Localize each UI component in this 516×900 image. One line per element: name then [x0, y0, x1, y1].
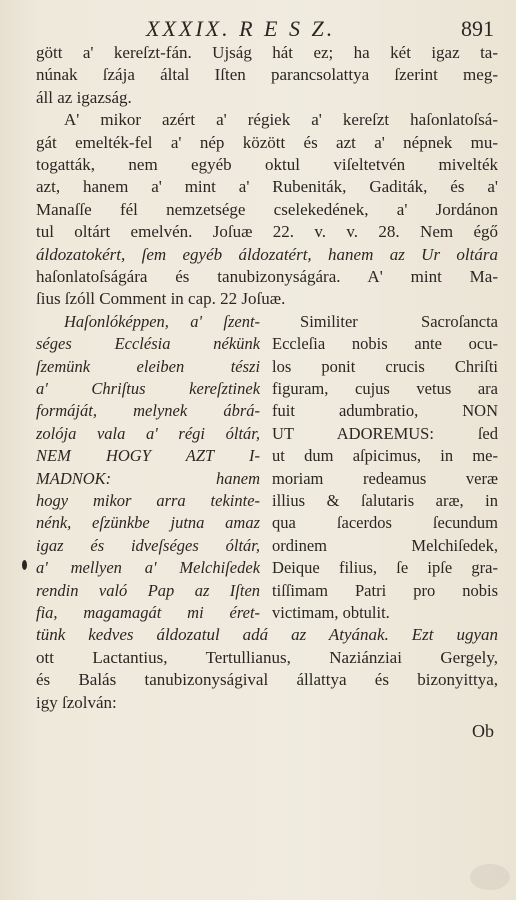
text-line: gát emelték-fel a' nép között és azt a' népnek mu- — [36, 132, 498, 152]
column-line: Eccleſia nobis ante ocu- — [272, 334, 498, 354]
text-line: núnak ſzája által Iſten parancsolattya ſzerint meg- — [36, 65, 498, 85]
column-line: tiſſimam Patri pro nobis — [272, 580, 498, 600]
text-line: igy ſzolván: — [36, 692, 117, 712]
column-line: moriam redeamus veræ — [272, 468, 498, 488]
text-line — [36, 624, 498, 646]
text-line: azt, hanem a' mint a' Rubeniták, Gaditák, és a' — [36, 177, 498, 197]
column-line: UT ADOREMUS: ſed — [272, 423, 498, 443]
parallel-columns — [36, 311, 498, 624]
catchword: Ob — [472, 720, 494, 741]
page-body — [36, 42, 498, 748]
column-line: rendin való Pap az Iſten — [36, 580, 261, 600]
text-line: áldozatokért, ſem egyéb áldozatért, hanem az Ur oltára — [36, 244, 498, 264]
column-line: qua ſacerdos ſecundum — [272, 513, 498, 533]
column-line: Deique filius, ſe ipſe gra- — [272, 558, 498, 578]
text-line: gött a' kereſzt-fán. Ujság hát ez; ha két igaz ta- — [36, 43, 498, 62]
running-title: XXXIX. R E S Z. — [146, 16, 336, 41]
column-line: NEM HOGY AZT I- — [36, 446, 261, 466]
text-line: és Balás tanubizonyságival állattya és bizonyittya, — [36, 670, 498, 690]
column-line: nénk, eſzünkbe jutna amaz — [36, 513, 261, 533]
column-line: formáját, melynek ábrá- — [36, 401, 261, 421]
column-line: Similiter Sacroſancta — [300, 311, 498, 331]
column-line: Haſonlóképpen, a' ſzent- — [64, 311, 261, 331]
text-line: ott Lactantius, Tertullianus, Naziánziai Gergely, — [36, 647, 498, 667]
text-line: togatták, nem egyéb oktul viſeltetvén mivelték — [36, 155, 498, 175]
latin-column — [272, 311, 498, 624]
text-line: tul oltárt emelvén. Joſuæ 22. v. v. 28. Nem égő — [36, 222, 498, 242]
column-line: séges Ecclésia nékünk — [36, 334, 261, 354]
column-line: zolója vala a' régi óltár, — [36, 423, 261, 443]
column-line: hogy mikor arra tekinte- — [36, 491, 261, 510]
column-line: a' mellyen a' Melchiſedek — [36, 558, 261, 578]
column-line: los ponit crucis Chriſti — [272, 356, 498, 376]
ink-fleck — [22, 560, 27, 570]
column-line: ſzemünk eleiben tészi — [36, 356, 261, 376]
column-line: figuram, cujus vetus ara — [272, 379, 498, 399]
column-line: illius & ſalutaris aræ, in — [272, 491, 498, 510]
text-line: ſius ſzóll Comment in cap. 22 Joſuæ. — [36, 289, 286, 309]
column-line: victimam, obtulit. — [272, 602, 390, 622]
catchword-row — [36, 718, 498, 748]
column-line: igaz és idveſséges óltár, — [36, 535, 261, 555]
column-line: fia, magamagát mi éret- — [36, 602, 261, 622]
text-line: Manaſſe fél nemzetsége cselekedének, a' Jordánon — [36, 199, 498, 219]
column-line: ordinem Melchiſedek, — [272, 535, 498, 555]
hungarian-column — [36, 311, 260, 624]
text-line: haſonlatoſságára és tanubizonyságára. A' mint Ma- — [36, 267, 498, 287]
page-number: 891 — [461, 16, 494, 41]
column-line: a' Chriſtus kereſztinek — [36, 379, 261, 399]
column-line: ut dum aſpicimus, in me- — [272, 446, 498, 466]
column-line: fuit adumbratio, NON — [272, 401, 498, 421]
italic-text: tünk kedves áldozatul adá az Atyának. Ezt ugyan — [36, 625, 498, 645]
text-line: A' mikor azért a' régiek a' kereſzt haſonlatoſsá- — [64, 110, 498, 130]
column-line: MADNOK: hanem — [36, 468, 261, 488]
page-smudge — [470, 864, 510, 890]
text-line: áll az igazság. — [36, 87, 132, 107]
